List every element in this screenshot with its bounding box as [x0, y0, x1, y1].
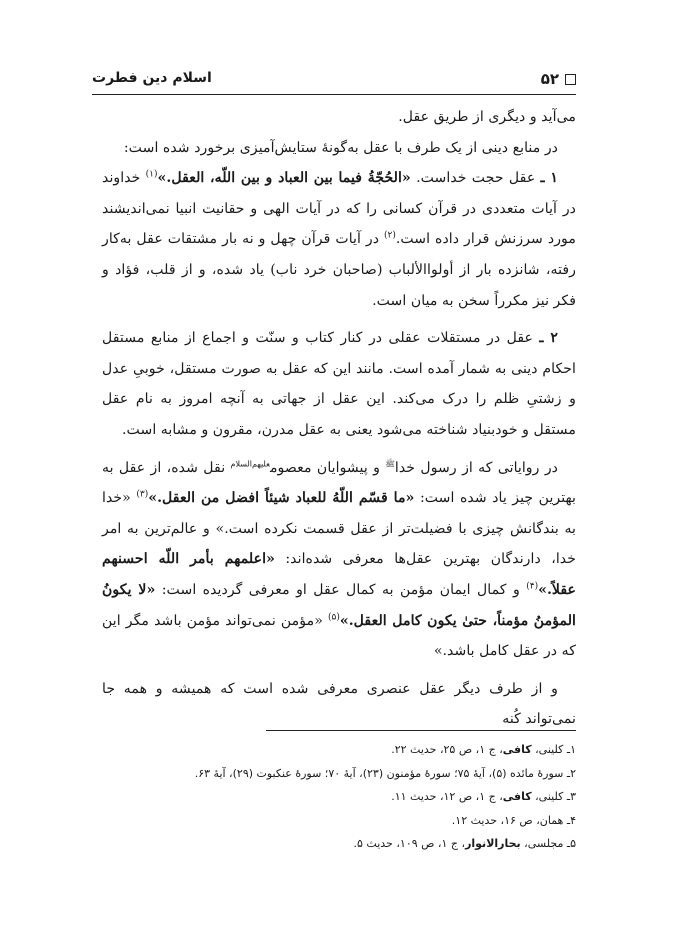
page-number-block — [541, 70, 576, 88]
hadith-quote: «اعلمهم بأمر اللّه احسنهم عقلاً.» — [102, 551, 577, 598]
hadith-quote: «ما قسّم اللّهُ للعباد شیئاً افضل من العقل.» — [148, 490, 415, 507]
text-run: عقل حجت خداست. — [416, 170, 536, 187]
header-divider — [92, 94, 576, 95]
honorific-glyph: علیهم‌السلام — [230, 458, 270, 468]
footnote-ref[interactable]: (۱) — [145, 169, 158, 180]
text-run: و کمال ایمان مؤمن به کمال عقل او معرفی گردیده است: — [161, 581, 520, 598]
page-header — [92, 66, 576, 96]
text-run: در روایاتی که از رسول خدا — [394, 459, 558, 476]
footnote-ref[interactable]: (۳) — [136, 489, 149, 500]
text-run: «مؤمن نمی‌تواند مؤمن باشد مگر این که در عقل کامل باشد.» — [102, 612, 576, 660]
footnote-item: ۴ـ همان، ص ۱۶، حدیث ۱۲. — [451, 813, 576, 827]
footnotes — [194, 738, 576, 856]
book-title: اسلام دین فطرت — [92, 70, 212, 86]
paragraph-point-1 — [102, 163, 576, 316]
text-run: نقل شده، از عقل به بهترین چیز یاد شده است: — [102, 459, 577, 507]
text-run: «خدا به بندگانش چیزی با فضیلت‌تر از عقل قسمت نکرده است.» و عالم‌ترین به امر خدا، دارندگان بهترین عقل‌ها معرفی شده‌اند: — [102, 490, 577, 568]
line-text: در منابع دینی از یک طرف با عقل به‌گونهٔ ستایش‌آمیزی برخورد شده است: — [123, 139, 558, 156]
text-run: در آیات قرآن چهل و نه بار مشتقات عقل به‌کار رفته، شانزده بار از أولوا‌الألباب (صاحبان خرد ناب) یاد شده، و از قلب، فؤاد و فکر نیز مکرراً سخن به میان است. — [102, 231, 576, 309]
square-bullet-icon — [565, 74, 576, 85]
hadith-quote: «الحُجّةُ فیما بین العباد و بین اللّه، العقل.» — [157, 170, 411, 187]
text-run: و پیشوایان معصوم — [269, 459, 380, 476]
footnote-ref[interactable]: (۵) — [328, 611, 340, 622]
honorific-glyph: ﷺ — [385, 458, 395, 468]
footnote-ref[interactable]: (۴) — [526, 581, 539, 592]
paragraph-narrations — [102, 453, 576, 667]
text-run: عقل در مستقلات عقلی در کنار کتاب و سنّت و اجماع از منابع مستقل احکام دینی به شمار آمده است. مانند این که عقل به صورت مستقل، خوبیِ عدل و زشتیِ ظلم را درک می‌کند. این عقل از جهاتی به آنچه امروز به نام عقل مستقل و خودبنیاد شناخته می‌شود یعنی به عقل مدرن، مقرون و مشابه است. — [102, 330, 576, 438]
footnote-item: ۲ـ سورهٔ مائده (۵)، آیهٔ ۷۵؛ سورهٔ مؤمنون (۲۳)، آیهٔ ۷۰؛ سورهٔ عنکبوت (۲۹)، آیهٔ ۶۳. — [194, 766, 576, 780]
point-number: ۲ ـ — [539, 330, 558, 347]
paragraph-intro — [102, 133, 576, 164]
text-run: و از طرف دیگر عقل عنصری معرفی شده است که همیشه و همه جا نمی‌تواند کُنه — [102, 680, 576, 728]
paragraph-continuation — [102, 102, 576, 133]
footnote-divider — [266, 730, 576, 731]
paragraph-point-2 — [102, 323, 576, 445]
paragraph-final — [102, 674, 576, 735]
footnote-item: ۳ـ کلینی، کافی، ج ۱، ص ۱۲، حدیث ۱۱. — [391, 790, 576, 803]
page-number: ۵۲ — [540, 70, 559, 88]
footnote-item: ۵ـ مجلسی، بحارالانوار، ج ۱، ص ۱۰۹، حدیث ۵. — [353, 837, 576, 850]
hadith-quote: «لا یکونُ المؤمنُ مؤمناً، حتیٰ یکون کامل العقل.» — [102, 581, 576, 629]
line-text: می‌آید و دیگری از طریق عقل. — [398, 109, 576, 125]
point-number: ۱ ـ — [540, 170, 558, 187]
text-run: خداوند در آیات متعددی در قرآن کسانی را که در آیات الهی و حقانیت انبیا نمی‌اندیشند مورد سرزنش قرار داده است. — [102, 170, 576, 248]
footnote-ref[interactable]: (۲) — [383, 230, 396, 241]
body-text — [102, 102, 576, 735]
footnote-item: ۱ـ کلینی، کافی، ج ۱، ص ۲۵، حدیث ۲۲. — [391, 743, 576, 756]
